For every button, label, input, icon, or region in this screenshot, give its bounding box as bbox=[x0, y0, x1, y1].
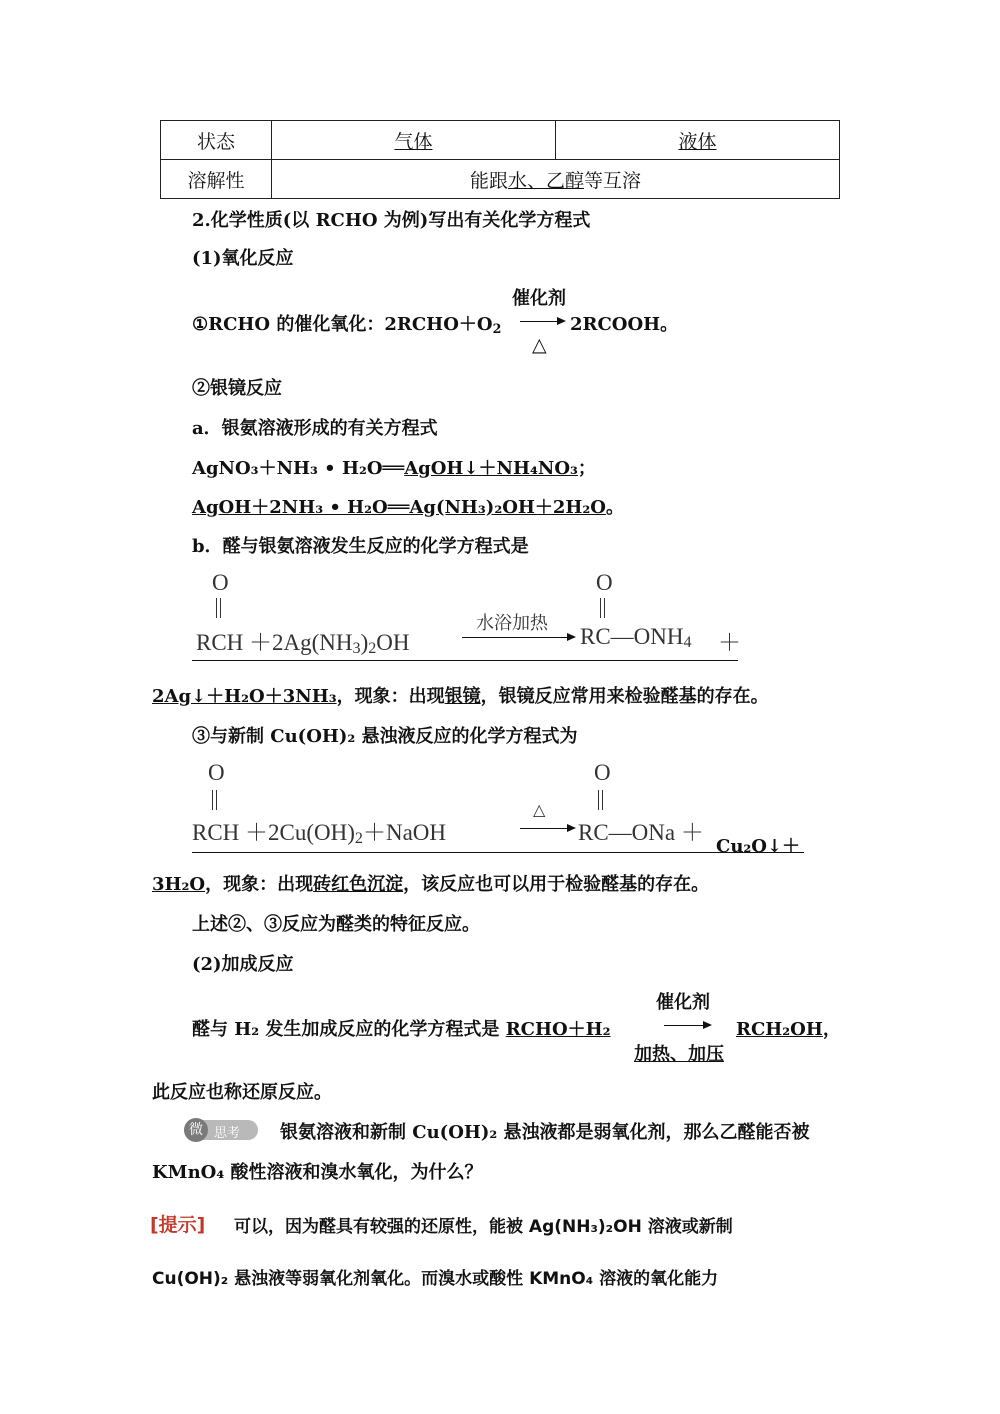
subscript: 2 bbox=[492, 321, 502, 336]
subscript: 4 bbox=[683, 634, 692, 651]
condition-below: 加热、加压 bbox=[634, 1044, 724, 1065]
silver-ammonia-equation-2 bbox=[192, 493, 624, 519]
answer-underline bbox=[192, 852, 804, 853]
product-formula bbox=[580, 624, 692, 650]
bracket: ) bbox=[360, 630, 369, 655]
question-line-1: 银氨溶液和新制 Cu(OH)₂ 悬浊液都是弱氧化剂，那么乙醛能否被 bbox=[280, 1122, 810, 1143]
punct: 。 bbox=[605, 497, 624, 518]
reaction-arrow bbox=[520, 828, 574, 829]
think-badge-icon: 微 bbox=[184, 1118, 208, 1142]
equation-right: 2RCOOH。 bbox=[570, 314, 679, 335]
table-cell-gas bbox=[272, 121, 556, 160]
naoh: ＋NaOH bbox=[362, 820, 447, 845]
answer-liquid: 液体 bbox=[678, 130, 717, 153]
equation-label: ①RCHO 的催化氧化： bbox=[192, 314, 385, 335]
equation-left: AgNO₃＋NH₃ • H₂O══ bbox=[192, 458, 405, 479]
condition-above: 催化剂 bbox=[512, 288, 566, 309]
double-bond bbox=[212, 790, 217, 810]
subsection-silver-mirror: ②银镜反应 bbox=[192, 378, 282, 399]
double-bond bbox=[216, 598, 221, 618]
answer-reactants: RCHO＋H₂ bbox=[505, 1019, 611, 1040]
hint-label: [提示] bbox=[150, 1214, 206, 1236]
question-line-2: KMnO₄ 酸性溶液和溴水氧化，为什么？ bbox=[152, 1162, 483, 1183]
product-text: RC—ONH bbox=[580, 624, 684, 649]
carbonyl-oxygen: O bbox=[208, 760, 225, 785]
hydroxide: OH bbox=[376, 630, 410, 655]
heat-symbol: △ bbox=[532, 334, 547, 356]
carbonyl-oxygen: O bbox=[212, 570, 229, 595]
subscript: 2 bbox=[354, 830, 363, 847]
answer-underline bbox=[192, 660, 738, 661]
answer-gas: 气体 bbox=[394, 130, 433, 153]
equation-left: 2RCHO＋O bbox=[384, 314, 493, 335]
reactant-text: RCH ＋2Ag(NH bbox=[196, 630, 353, 655]
double-bond bbox=[600, 598, 605, 618]
think-badge-label: 思考 bbox=[214, 1126, 241, 1141]
heat-symbol: △ bbox=[533, 800, 546, 819]
condition-water-bath: 水浴加热 bbox=[476, 613, 548, 634]
answer-equation: AgOH＋2NH₃ • H₂O══Ag(NH₃)₂OH＋2H₂O bbox=[192, 497, 606, 518]
subscript: 3 bbox=[352, 640, 361, 657]
answer-products: 2Ag↓＋H₂O＋3NH₃ bbox=[152, 686, 337, 707]
copper-reaction-heading: ③与新制 Cu(OH)₂ 悬浊液反应的化学方程式为 bbox=[192, 726, 578, 747]
reactant-formula bbox=[196, 624, 410, 657]
text: ，该反应也可以用于检验醛基的存在。 bbox=[403, 874, 710, 895]
solubility-pre: 能跟 bbox=[469, 169, 508, 192]
think-badge bbox=[184, 1120, 258, 1140]
answer-products: Cu₂O↓＋ bbox=[716, 836, 801, 857]
reaction-arrow bbox=[664, 1025, 710, 1026]
plus-sign: ＋ bbox=[718, 630, 741, 655]
subscript: 2 bbox=[368, 640, 377, 657]
reaction-arrow bbox=[462, 637, 574, 638]
table-cell-state-label: 状态 bbox=[161, 121, 272, 160]
property-table bbox=[160, 120, 840, 199]
answer-phenomenon: 银镜 bbox=[444, 686, 481, 707]
copper-phenomenon bbox=[152, 870, 709, 896]
reduction-note: 此反应也称还原反应。 bbox=[152, 1082, 332, 1103]
answer-solvents: 水、乙醇 bbox=[507, 169, 584, 192]
silver-mirror-phenomenon bbox=[152, 682, 769, 708]
table-cell-liquid bbox=[555, 121, 839, 160]
silver-ammonia-heading: a．银氨溶液形成的有关方程式 bbox=[192, 418, 438, 439]
reactant-text: RCH ＋2Cu(OH) bbox=[192, 820, 355, 845]
text: ，银镜反应常用来检验醛基的存在。 bbox=[480, 686, 769, 707]
table-cell-solubility-label: 溶解性 bbox=[161, 160, 272, 199]
hint-line-1: 可以，因为醛具有较强的还原性，能被 Ag(NH₃)₂OH 溶液或新制 bbox=[234, 1217, 733, 1237]
reactant-formula bbox=[192, 814, 446, 847]
text: ，现象：出现 bbox=[205, 874, 314, 895]
answer-precipitate: 砖红色沉淀 bbox=[313, 874, 404, 895]
answer-water: 3H₂O bbox=[152, 874, 206, 895]
carbonyl-oxygen: O bbox=[594, 760, 611, 785]
double-bond bbox=[598, 790, 603, 810]
subsection-addition: (2)加成反应 bbox=[192, 954, 294, 975]
answer-product: RCH₂OH bbox=[736, 1019, 823, 1040]
addition-product bbox=[736, 1015, 841, 1041]
punct: ； bbox=[577, 458, 596, 479]
subsection-oxidation: (1)氧化反应 bbox=[192, 248, 294, 269]
punct: ， bbox=[822, 1019, 841, 1040]
silver-reaction-heading: b．醛与银氨溶液发生反应的化学方程式是 bbox=[192, 536, 529, 557]
summary-text: 上述②、③反应为醛类的特征反应。 bbox=[192, 914, 480, 935]
table-row bbox=[161, 121, 840, 160]
carbonyl-oxygen: O bbox=[596, 570, 613, 595]
addition-equation bbox=[192, 1015, 611, 1041]
product-formula: RC—ONa ＋ bbox=[578, 820, 704, 845]
table-row bbox=[161, 160, 840, 199]
condition-above: 催化剂 bbox=[656, 992, 710, 1013]
answer-products: AgOH↓＋NH₄NO₃ bbox=[404, 458, 578, 479]
reaction-arrow bbox=[520, 321, 564, 322]
section-heading: 2.化学性质(以 RCHO 为例)写出有关化学方程式 bbox=[192, 210, 591, 231]
hint-line-2: Cu(OH)₂ 悬浊液等弱氧化剂氧化。而溴水或酸性 KMnO₄ 溶液的氧化能力 bbox=[152, 1269, 719, 1289]
text: ，现象：出现 bbox=[336, 686, 445, 707]
solubility-post: 等互溶 bbox=[584, 169, 642, 192]
silver-ammonia-equation-1 bbox=[192, 454, 596, 480]
catalytic-oxidation-equation bbox=[192, 310, 501, 336]
text: 醛与 H₂ 发生加成反应的化学方程式是 bbox=[192, 1019, 506, 1040]
table-cell-solubility bbox=[272, 160, 840, 199]
